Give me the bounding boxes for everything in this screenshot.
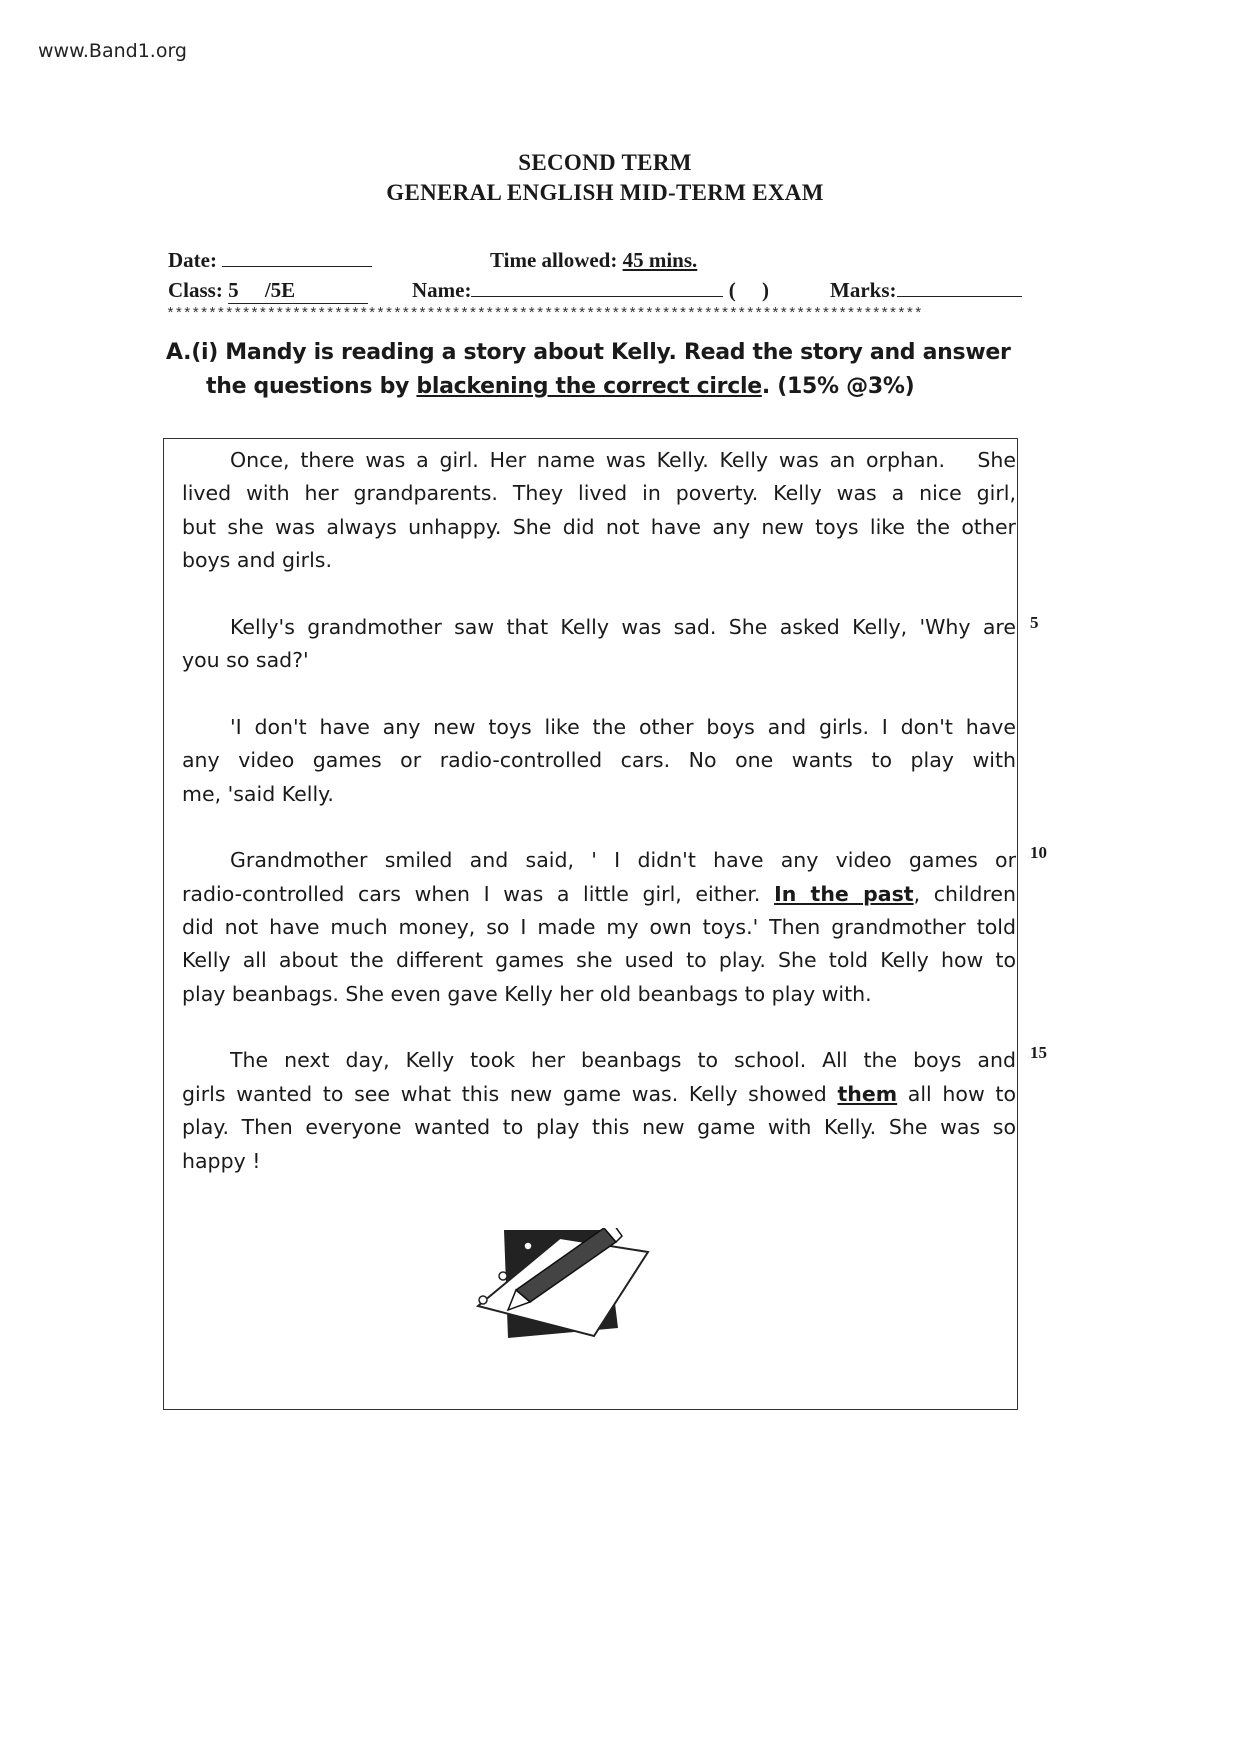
story-line [182,1079,1016,1109]
paper-and-pencil-illustration [468,1228,688,1348]
story-line [182,945,1016,975]
story-line [230,845,1016,875]
time-allowed [490,248,697,273]
site-watermark: www.Band1.org [38,40,187,62]
story-text: happy ! [182,1149,261,1173]
exam-term-title: SECOND TERM [518,150,692,175]
time-value: 45 mins. [622,248,698,272]
class-blank [228,278,368,304]
class-label: Class: [168,278,223,302]
story-line [182,745,1016,775]
story-text: me, 'said Kelly. [182,782,334,806]
story-line [230,712,1016,742]
story-text: any video games or radio-controlled cars. No one wants to play with [182,748,1016,772]
line-number-15: 15 [1030,1043,1047,1062]
instruction-text: the questions by [206,374,417,399]
story-text: play. Then everyone wanted to play this new game with Kelly. She was so [182,1115,1016,1139]
story-text: girls wanted to see what this new game was. Kelly showed [182,1082,838,1106]
story-line [182,779,1016,809]
story-text: play beanbags. She even gave Kelly her old beanbags to play with. [182,982,872,1006]
instruction-score: . (15% @3%) [761,374,915,399]
story-line [182,979,1016,1009]
name-label: Name: [412,278,472,302]
story-text: boys and girls. [182,548,332,572]
story-text: you so sad?' [182,648,309,672]
instruction-line-2 [206,374,914,399]
story-line [182,545,1016,575]
marks-field [830,278,1022,303]
story-line [182,912,1016,942]
date-label: Date: [168,248,217,272]
marks-blank [897,296,1022,297]
story-text: 'I don't have any new toys like the other boys and girls. I don't have [230,715,1016,739]
underlined-phrase: In the past [774,882,914,906]
class-section: /5E [264,278,296,302]
story-text: , children [913,882,1016,906]
class-value: 5 [228,278,239,302]
story-text: The next day, Kelly took her beanbags to school. All the boys and [230,1048,1016,1072]
name-blank [471,296,723,297]
story-line [182,512,1016,542]
story-text: did not have much money, so I made my own toys.' Then grandmother told [182,915,1016,939]
story-line [230,445,1016,475]
underlined-phrase: them [837,1082,898,1106]
story-text: Kelly all about the different games she used to play. She told Kelly how to [182,948,1016,972]
separator-stars: ****************************************************************************************** [166,306,923,323]
story-text: all how to [897,1082,1016,1106]
story-text: Once, there was a girl. Her name was Kelly. Kelly was an orphan. She [230,448,1016,472]
instruction-emphasis: blackening the correct circle [416,374,762,399]
story-line [182,879,1016,909]
date-field [168,248,372,273]
line-number-5: 5 [1030,613,1039,632]
story-line [230,612,1016,642]
story-line [182,1146,1016,1176]
story-line [182,478,1016,508]
story-text: but she was always unhappy. She did not have any new toys like the other [182,515,1016,539]
story-text: lived with her grandparents. They lived in poverty. Kelly was a nice girl, [182,481,1016,505]
marks-label: Marks: [830,278,897,302]
story-line [182,645,1016,675]
time-label: Time allowed: [490,248,618,272]
line-number-10: 10 [1030,843,1047,862]
story-text: radio-controlled cars when I was a little girl, either. [182,882,775,906]
instruction-line-1: A.(i) Mandy is reading a story about Kelly. Read the story and answer [166,340,1011,365]
story-text: Kelly's grandmother saw that Kelly was sad. She asked Kelly, 'Why are [230,615,1016,639]
name-number-paren: ( ) [728,278,769,302]
name-field [412,278,769,303]
story-line [182,1112,1016,1142]
story-text: Grandmother smiled and said, ' I didn't have any video games or [230,848,1016,872]
class-field [168,278,368,304]
exam-title: GENERAL ENGLISH MID-TERM EXAM [386,180,824,205]
date-blank [222,266,372,267]
story-line [230,1045,1016,1075]
